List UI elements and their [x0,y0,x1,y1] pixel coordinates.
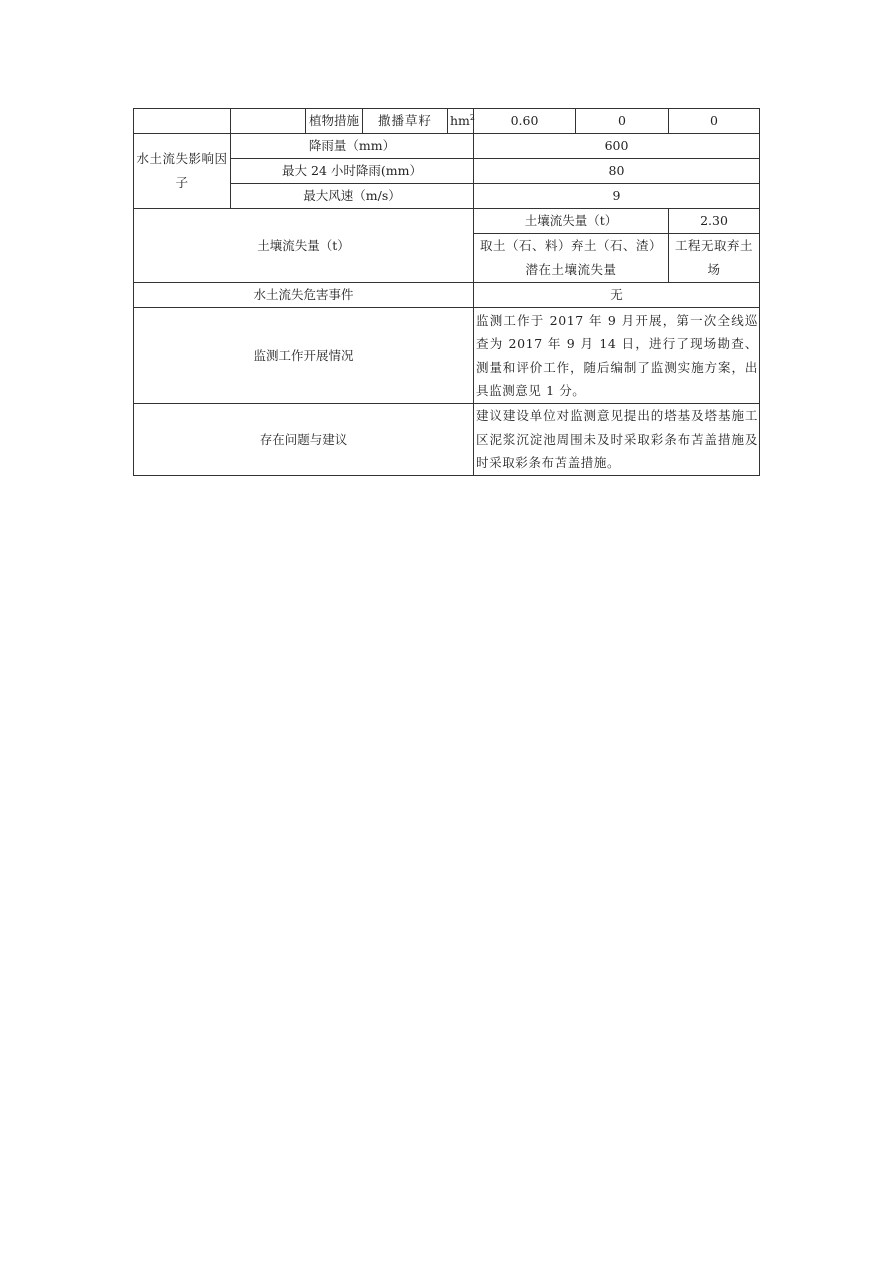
max-wind-value: 9 [474,184,760,209]
issues-value: 建议建设单位对监测意见提出的塔基及塔基施工区泥浆沉淀池周围未及时采取彩条布苫盖措施及时采取彩条布苫盖措施。 [474,404,760,476]
issues-label: 存在问题与建议 [134,404,474,476]
max-24h-rainfall-value: 80 [474,159,760,184]
soil-loss-row [134,209,760,234]
veg-value-3-cell: 0 [669,109,760,134]
monitoring-report-table [133,108,760,476]
rainfall-label: 降雨量（mm） [231,134,474,159]
veg-value-2-cell: 0 [576,109,669,134]
unit-base: hm [450,113,470,128]
rainfall-value: 600 [474,134,760,159]
unit-superscript: 2 [469,112,475,122]
unit-cell [448,109,474,134]
soil-loss-label: 土壤流失量（t） [134,209,474,283]
soil-loss-sub-label: 土壤流失量（t） [474,209,669,234]
veg-row-empty-cell-1 [134,109,231,134]
measure-name-cell: 撒播草籽 [363,109,448,134]
max-24h-rainfall-label: 最大 24 小时降雨(mm） [231,159,474,184]
veg-value-1-cell: 0.60 [474,109,576,134]
veg-row-empty-cell-2 [231,109,306,134]
monitoring-row [134,308,760,404]
vegetation-measure-row [134,109,760,134]
potential-soil-loss-value: 工程无取弃土场 [669,234,760,283]
monitoring-label: 监测工作开展情况 [134,308,474,404]
hazard-row [134,283,760,308]
factors-group-label: 水土流失影响因子 [134,134,231,209]
potential-soil-loss-label: 取土（石、料）弃土（石、渣）潜在土壤流失量 [474,234,669,283]
issues-row [134,404,760,476]
hazard-value: 无 [474,283,760,308]
hazard-label: 水土流失危害事件 [134,283,474,308]
soil-loss-value: 2.30 [669,209,760,234]
monitoring-value: 监测工作于 2017 年 9 月开展，第一次全线巡查为 2017 年 9 月 14 日，进行了现场勘查、测量和评价工作，随后编制了监测实施方案，出具监测意见 1 分。 [474,308,760,404]
measure-type-cell: 植物措施 [306,109,363,134]
rainfall-row [134,134,760,159]
max-wind-label: 最大风速（m/s） [231,184,474,209]
